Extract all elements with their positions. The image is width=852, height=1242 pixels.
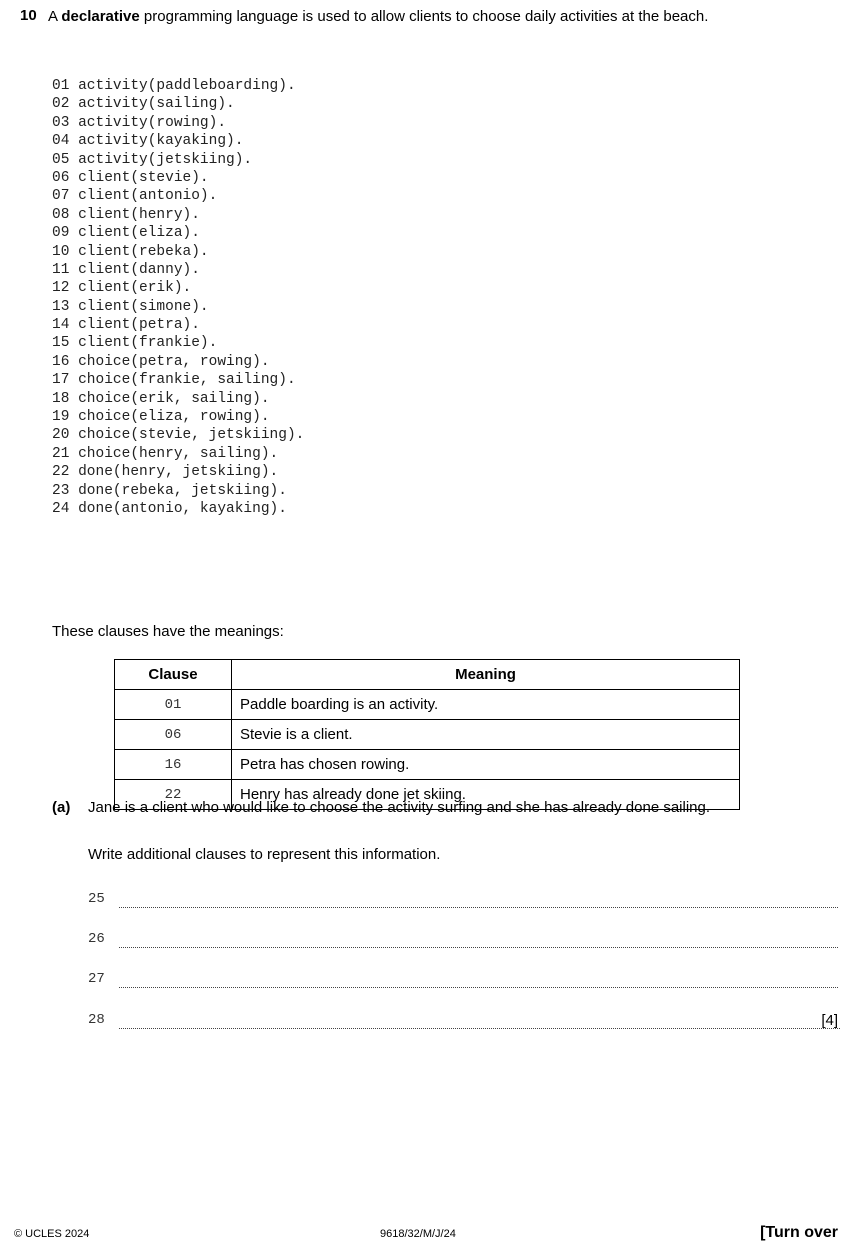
code-line: 13 client(simone). [52,298,209,315]
answer-line[interactable] [88,1012,840,1032]
question-intro [48,7,838,27]
code-line: 04 activity(kayaking). [52,133,244,150]
answer-line[interactable] [88,971,838,991]
table-row [115,690,740,720]
code-line: 12 client(erik). [52,280,192,297]
intro-bold: declarative [61,8,140,25]
answer-line-number: 27 [88,971,105,987]
answer-line-number: 25 [88,891,105,907]
answer-line-number: 28 [88,1012,105,1028]
meaning-cell: Stevie is a client. [232,720,740,750]
meaning-cell: Paddle boarding is an activity. [232,690,740,720]
table-header-row [115,660,740,690]
question-number: 10 [20,7,37,24]
code-line: 18 choice(erik, sailing). [52,390,270,407]
code-line: 09 client(eliza). [52,225,200,242]
marks-label: [4] [821,1012,838,1029]
meaning-cell: Petra has chosen rowing. [232,750,740,780]
code-line: 17 choice(frankie, sailing). [52,372,296,389]
answer-line[interactable] [88,931,838,951]
code-line: 08 client(henry). [52,206,200,223]
table-row [115,720,740,750]
code-line: 22 done(henry, jetskiing). [52,464,279,481]
code-line: 24 done(antonio, kayaking). [52,500,287,517]
code-line: 20 choice(stevie, jetskiing). [52,427,305,444]
clause-cell: 01 [115,690,232,720]
meanings-table [114,659,740,810]
code-listing [52,77,304,518]
code-line: 07 client(antonio). [52,188,218,205]
code-line: 15 client(frankie). [52,335,218,352]
code-line: 02 activity(sailing). [52,96,235,113]
answer-dotted-line[interactable] [119,907,838,908]
clause-cell: 06 [115,720,232,750]
part-a-label: (a) [52,799,71,816]
code-line: 21 choice(henry, sailing). [52,445,279,462]
part-a-text: Jane is a client who would like to choose the activity surfing and she has already done sailing. [88,799,711,816]
footer-copyright: © UCLES 2024 [14,1228,90,1240]
code-line: 10 client(rebeka). [52,243,209,260]
code-line: 19 choice(eliza, rowing). [52,409,270,426]
answer-line-number: 26 [88,931,105,947]
code-line: 23 done(rebeka, jetskiing). [52,482,287,499]
code-line: 11 client(danny). [52,261,200,278]
intro-pre: A [48,8,62,25]
answer-dotted-line[interactable] [119,987,838,988]
footer-turn-over: [Turn over [760,1224,838,1241]
table-row [115,750,740,780]
intro-post: programming language is used to allow clients to choose daily activities at the beach. [139,8,709,25]
clause-cell: 16 [115,750,232,780]
header-clause: Clause [115,660,232,690]
answer-line[interactable] [88,891,838,911]
header-meaning: Meaning [232,660,740,690]
code-line: 03 activity(rowing). [52,114,227,131]
answer-dotted-line[interactable] [119,947,838,948]
code-line: 01 activity(paddleboarding). [52,78,296,94]
meanings-intro: These clauses have the meanings: [52,623,284,640]
clause-cell: 22 [115,780,232,810]
answer-dotted-line[interactable] [119,1028,840,1029]
code-line: 05 activity(jetskiing). [52,151,253,168]
code-line: 16 choice(petra, rowing). [52,353,270,370]
code-line: 14 client(petra). [52,317,200,334]
footer-code: 9618/32/M/J/24 [380,1228,456,1240]
part-a-instruction: Write additional clauses to represent this information. [88,846,441,863]
meaning-cell: Henry has already done jet skiing. [232,780,740,810]
code-line: 06 client(stevie). [52,169,209,186]
